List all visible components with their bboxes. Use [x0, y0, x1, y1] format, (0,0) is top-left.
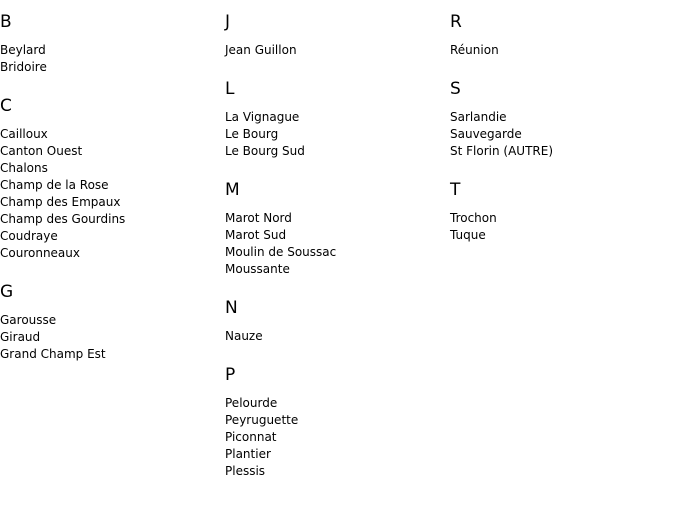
- letter-group-p: [225, 365, 445, 480]
- place-item[interactable]: Coudraye: [0, 229, 58, 243]
- place-item[interactable]: Le Bourg: [225, 127, 279, 141]
- place-item[interactable]: Piconnat: [225, 430, 277, 444]
- place-list: [225, 395, 445, 480]
- index-column-1: [0, 0, 220, 363]
- place-list: [225, 109, 445, 160]
- place-item[interactable]: Marot Nord: [225, 211, 292, 225]
- place-list: [0, 42, 220, 76]
- index-column-2: [225, 0, 445, 480]
- letter-heading: R: [450, 12, 462, 32]
- place-item[interactable]: Garousse: [0, 313, 57, 327]
- place-item[interactable]: Marot Sud: [225, 228, 287, 242]
- place-item[interactable]: Trochon: [450, 211, 497, 225]
- place-item[interactable]: Champ des Gourdins: [0, 212, 126, 226]
- letter-heading: L: [225, 79, 235, 99]
- place-list: [450, 109, 670, 160]
- place-item[interactable]: Plessis: [225, 464, 266, 478]
- letter-group-s: [450, 79, 670, 160]
- place-item[interactable]: Couronneaux: [0, 246, 80, 260]
- letter-group-n: [225, 298, 445, 345]
- place-item[interactable]: Jean Guillon: [225, 43, 297, 57]
- letter-group-r: [450, 12, 670, 59]
- place-item[interactable]: Champ de la Rose: [0, 178, 109, 192]
- letter-group-c: [0, 96, 220, 262]
- letter-group-t: [450, 180, 670, 244]
- place-item[interactable]: Chalons: [0, 161, 48, 175]
- place-list: [0, 126, 220, 262]
- place-list: [0, 312, 220, 363]
- letter-heading: G: [0, 282, 14, 302]
- place-item[interactable]: Tuque: [450, 228, 486, 242]
- letter-heading: B: [0, 12, 12, 32]
- place-list: [225, 210, 445, 278]
- letter-heading: M: [225, 180, 240, 200]
- letter-group-l: [225, 79, 445, 160]
- letter-heading: T: [450, 180, 461, 200]
- place-item[interactable]: Le Bourg Sud: [225, 144, 305, 158]
- place-item[interactable]: Moussante: [225, 262, 290, 276]
- place-item[interactable]: Peyruguette: [225, 413, 299, 427]
- letter-group-j: [225, 12, 445, 59]
- place-item[interactable]: Giraud: [0, 330, 41, 344]
- place-item[interactable]: Beylard: [0, 43, 46, 57]
- place-list: [450, 210, 670, 244]
- place-item[interactable]: Réunion: [450, 43, 499, 57]
- place-item[interactable]: Nauze: [225, 329, 263, 343]
- place-list: [450, 42, 670, 59]
- place-item[interactable]: La Vignague: [225, 110, 300, 124]
- letter-heading: J: [225, 12, 231, 32]
- letter-group-b: [0, 12, 220, 76]
- letter-heading: N: [225, 298, 238, 318]
- place-list: [225, 42, 445, 59]
- letter-heading: C: [0, 96, 12, 116]
- place-item[interactable]: Sarlandie: [450, 110, 507, 124]
- place-item[interactable]: St Florin (AUTRE): [450, 144, 554, 158]
- place-item[interactable]: Moulin de Soussac: [225, 245, 337, 259]
- place-item[interactable]: Cailloux: [0, 127, 48, 141]
- index-column-3: [450, 0, 670, 244]
- letter-group-g: [0, 282, 220, 363]
- place-item[interactable]: Canton Ouest: [0, 144, 83, 158]
- place-list: [225, 328, 445, 345]
- place-item[interactable]: Sauvegarde: [450, 127, 522, 141]
- place-item[interactable]: Champ des Empaux: [0, 195, 121, 209]
- letter-group-m: [225, 180, 445, 278]
- place-item[interactable]: Bridoire: [0, 60, 47, 74]
- letter-heading: S: [450, 79, 461, 99]
- place-item[interactable]: Grand Champ Est: [0, 347, 106, 361]
- letter-heading: P: [225, 365, 236, 385]
- place-item[interactable]: Plantier: [225, 447, 271, 461]
- place-item[interactable]: Pelourde: [225, 396, 278, 410]
